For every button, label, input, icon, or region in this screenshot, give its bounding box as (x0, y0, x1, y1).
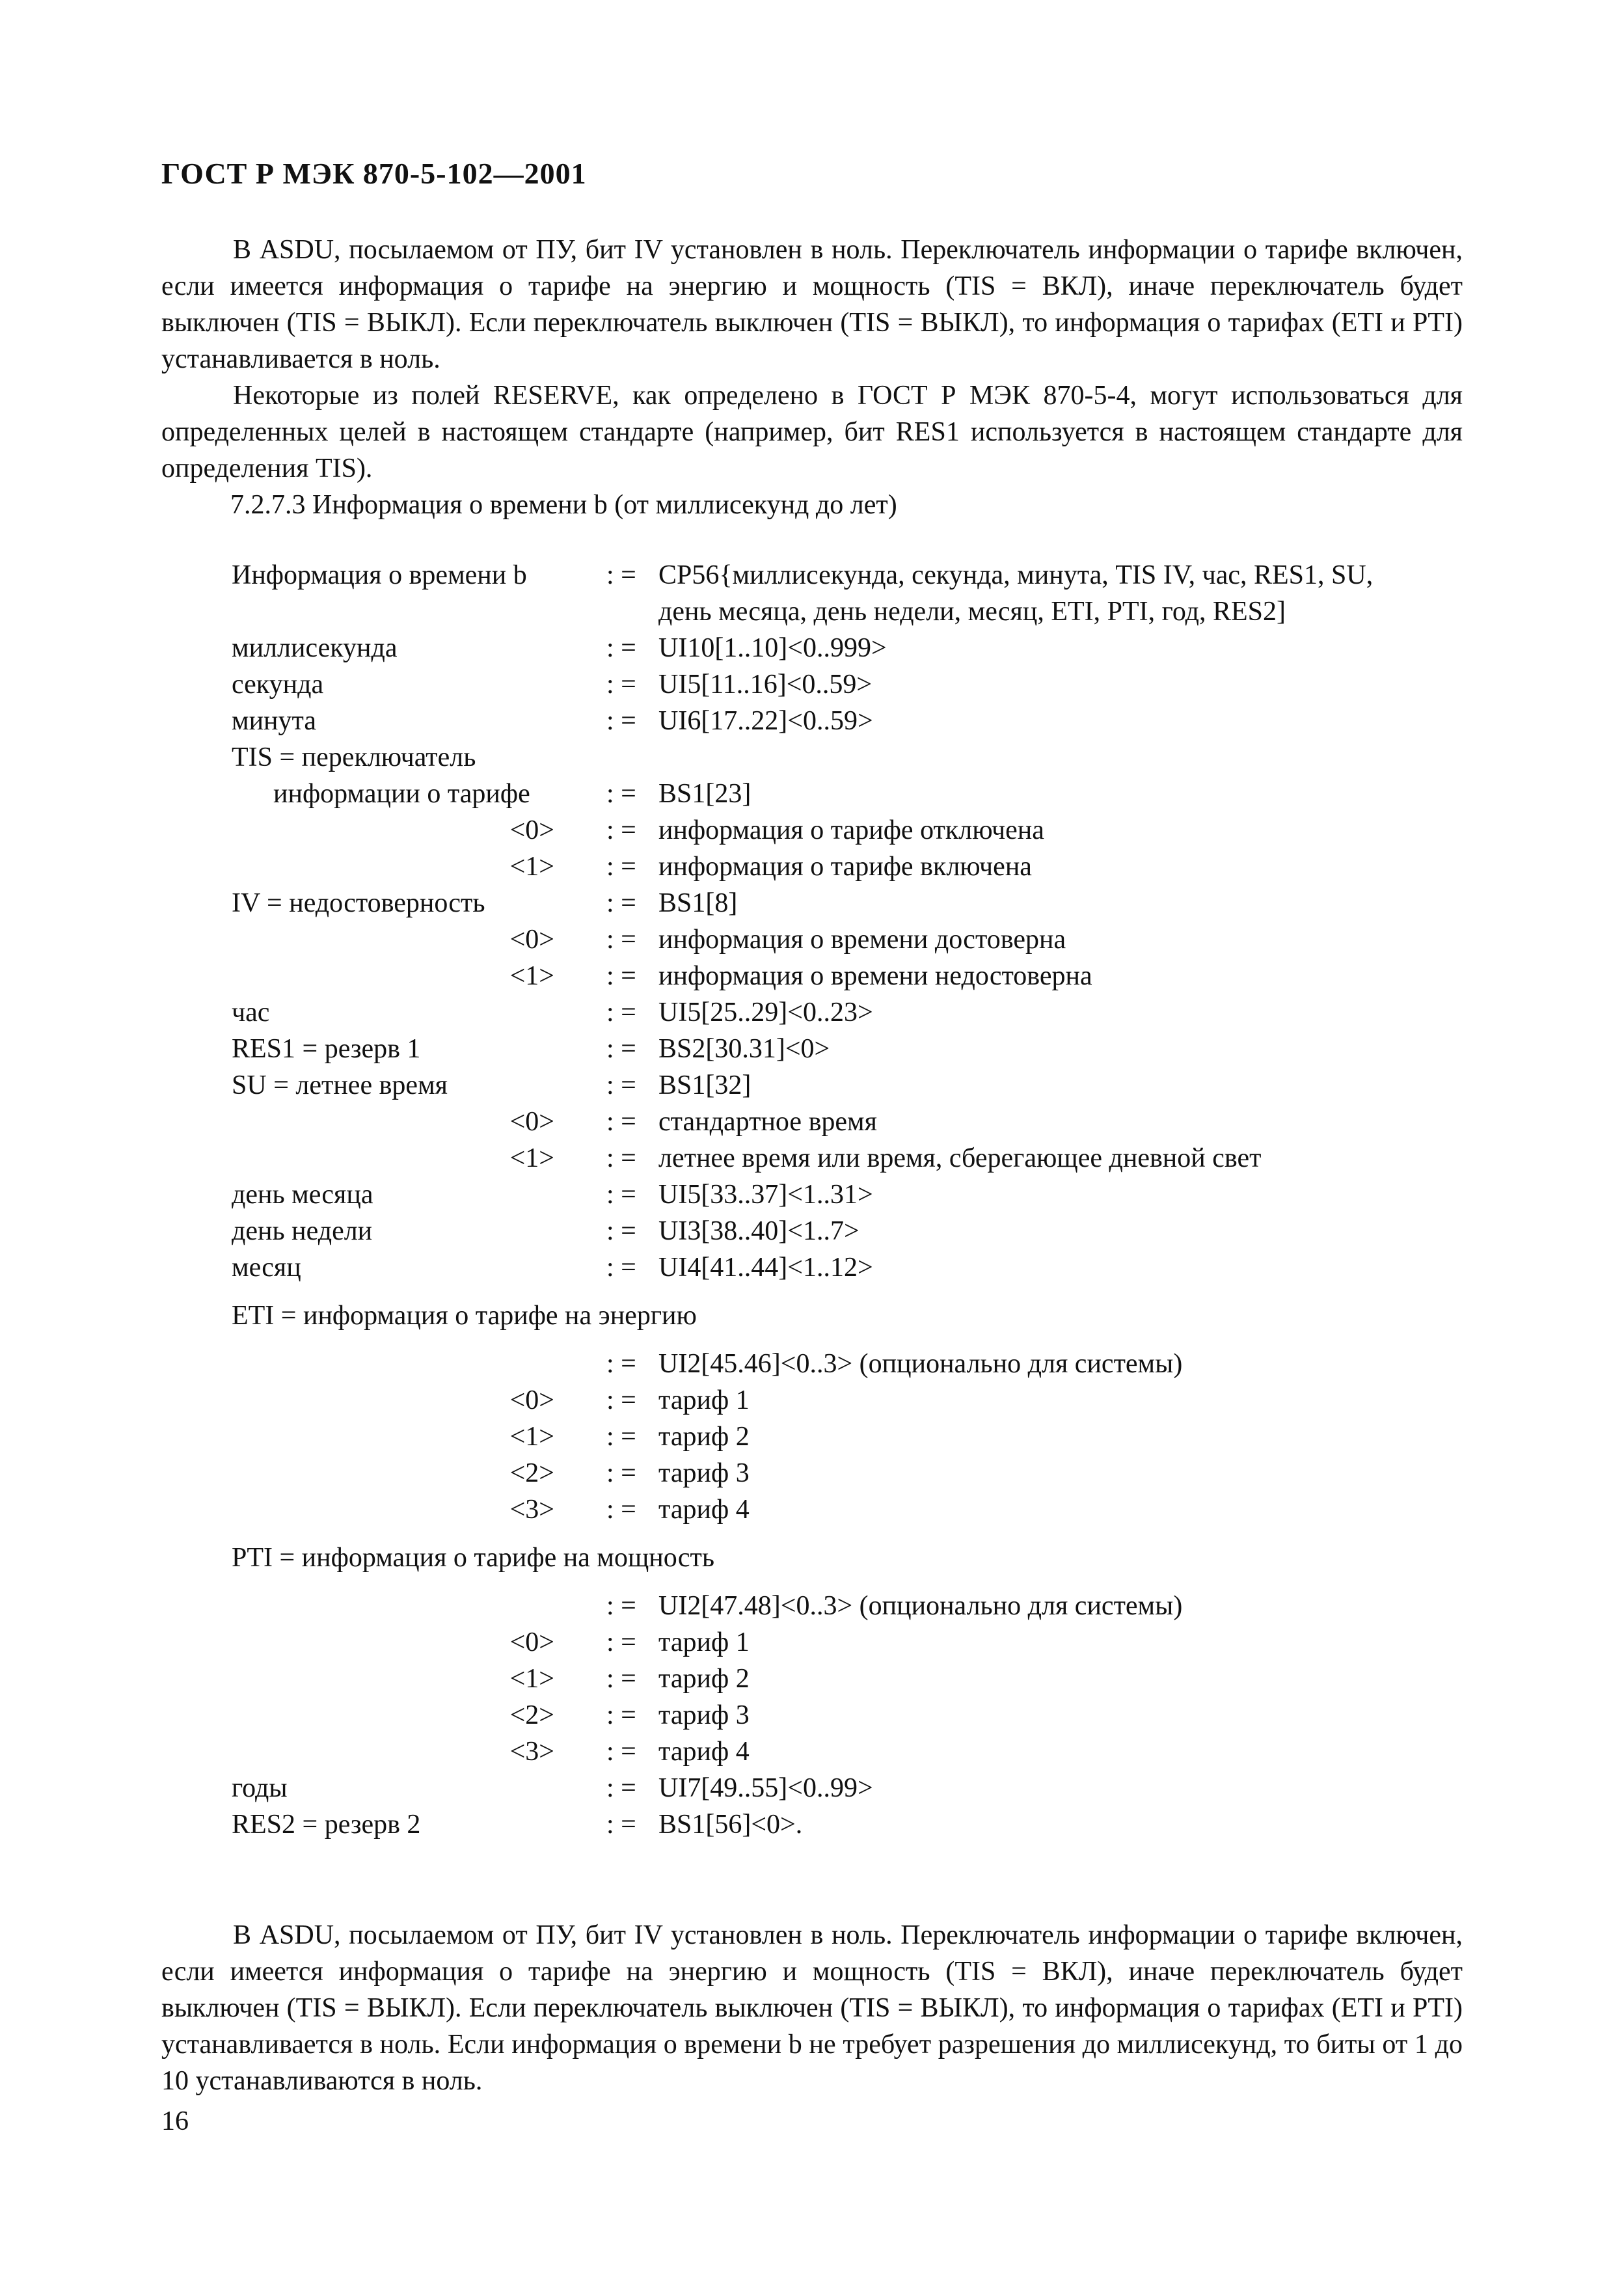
def-operator: : = (606, 1216, 636, 1246)
def-code: <0> (509, 815, 554, 845)
def-operator: : = (606, 1253, 636, 1283)
def-value: UI6[17..22]<0..59> (658, 706, 873, 736)
def-operator: : = (606, 961, 636, 991)
def-code: <0> (509, 1385, 554, 1415)
def-operator: : = (606, 1773, 636, 1803)
def-code: <0> (509, 1107, 554, 1137)
def-operator: : = (606, 1591, 636, 1621)
def-value: UI4[41..44]<1..12> (658, 1253, 873, 1283)
def-value: тариф 1 (658, 1385, 750, 1415)
def-operator: : = (606, 852, 636, 882)
def-value: UI5[33..37]<1..31> (658, 1180, 873, 1210)
def-operator: : = (606, 1737, 636, 1767)
def-label: IV = недостоверность (232, 888, 485, 918)
def-code: <1> (509, 1422, 554, 1452)
def-value: информация о тарифе отключена (658, 815, 1044, 845)
def-label: информации о тарифе (273, 779, 530, 809)
def-value: стандартное время (658, 1107, 877, 1137)
def-value: BS1[32] (658, 1070, 751, 1100)
def-value: тариф 3 (658, 1700, 750, 1730)
def-value: информация о времени недостоверна (658, 961, 1092, 991)
def-value: тариф 4 (658, 1737, 750, 1767)
def-value-continued: день месяца, день недели, месяц, ETI, PTI, год, RES2] (658, 597, 1286, 627)
def-value: BS1[56]<0>. (658, 1810, 803, 1840)
paragraph-reserve-fields: Некоторые из полей RESERVE, как определено в ГОСТ Р МЭК 870-5-4, могут использоваться для определенных целей в настоящем стандарте (например, бит RES1 используется в настоящем стандарте для определения TIS). (161, 381, 1463, 483)
def-code: <3> (509, 1737, 554, 1767)
def-operator: : = (606, 670, 636, 700)
def-code: <3> (509, 1495, 554, 1525)
def-operator: : = (606, 1349, 636, 1379)
def-operator: : = (606, 1810, 636, 1840)
def-value: UI10[1..10]<0..999> (658, 633, 887, 663)
def-value: информация о времени достоверна (658, 925, 1066, 955)
def-value: UI5[11..16]<0..59> (658, 670, 873, 700)
def-operator: : = (606, 1700, 636, 1730)
def-operator: : = (606, 1070, 636, 1100)
def-operator: : = (606, 1107, 636, 1137)
def-operator: : = (606, 815, 636, 845)
def-value: BS1[23] (658, 779, 751, 809)
def-operator: : = (606, 1422, 636, 1452)
def-label: миллисекунда (232, 633, 398, 663)
def-operator: : = (606, 1495, 636, 1525)
def-label: час (232, 998, 270, 1027)
subsection-heading: 7.2.7.3 Информация о времени b (от миллисекунд до лет) (230, 490, 897, 520)
def-value: тариф 4 (658, 1495, 750, 1525)
def-operator: : = (606, 779, 636, 809)
pti-title: PTI = информация о тарифе на мощность (232, 1543, 714, 1573)
def-label: месяц (232, 1253, 301, 1283)
def-value: BS1[8] (658, 888, 738, 918)
def-value: UI7[49..55]<0..99> (658, 1773, 873, 1803)
def-value: UI5[25..29]<0..23> (658, 998, 873, 1027)
def-code: <1> (509, 961, 554, 991)
def-code: <2> (509, 1458, 554, 1488)
def-operator: : = (606, 560, 636, 590)
def-operator: : = (606, 633, 636, 663)
def-code: <1> (509, 852, 554, 882)
def-code: <0> (509, 925, 554, 955)
page-number: 16 (161, 2106, 189, 2136)
def-operator: : = (606, 706, 636, 736)
def-value: BS2[30.31]<0> (658, 1034, 830, 1064)
def-label: Информация о времени b (232, 560, 527, 590)
paragraph-tis-info: В ASDU, посылаемом от ПУ, бит IV установлен в ноль. Переключатель информации о тарифе включен, если имеется информация о тарифе на энергию и мощность (TIS = ВКЛ), иначе переключатель будет выключен (TIS = ВЫКЛ). Если переключатель выключен (TIS = ВЫКЛ), то информация о тарифах (ETI и PTI) устанавливается в ноль. (161, 235, 1463, 374)
def-operator: : = (606, 1180, 636, 1210)
def-code: <0> (509, 1627, 554, 1657)
def-value: UI2[45.46]<0..3> (опционально для системы) (658, 1349, 1183, 1379)
def-label: RES2 = резерв 2 (232, 1810, 421, 1840)
def-code: <1> (509, 1143, 554, 1173)
def-code: <2> (509, 1700, 554, 1730)
def-code: <1> (509, 1664, 554, 1694)
paragraph-asdu-closing: В ASDU, посылаемом от ПУ, бит IV установлен в ноль. Переключатель информации о тарифе включен, если имеется информация о тарифе на энергию и мощность (TIS = ВКЛ), иначе переключатель будет выключен (TIS = ВЫКЛ). Если переключатель выключен (TIS = ВЫКЛ), то информация о тарифах (ETI и PTI) устанавливается в ноль. Если информация о времени b не требует разрешения до миллисекунд, то биты от 1 до 10 устанавливаются в ноль. (161, 1920, 1463, 2096)
def-label: годы (232, 1773, 288, 1803)
def-value: CP56{миллисекунда, секунда, минута, TIS IV, час, RES1, SU, (658, 560, 1374, 590)
def-operator: : = (606, 1034, 636, 1064)
def-value: тариф 2 (658, 1664, 750, 1694)
def-operator: : = (606, 998, 636, 1027)
def-value: тариф 1 (658, 1627, 750, 1657)
def-operator: : = (606, 925, 636, 955)
def-label: TIS = переключатель (232, 742, 476, 772)
def-label: день недели (232, 1216, 373, 1246)
def-operator: : = (606, 888, 636, 918)
eti-title: ETI = информация о тарифе на энергию (232, 1301, 697, 1331)
def-operator: : = (606, 1385, 636, 1415)
def-value: UI3[38..40]<1..7> (658, 1216, 859, 1246)
def-operator: : = (606, 1664, 636, 1694)
def-value: тариф 3 (658, 1458, 750, 1488)
def-label: минута (232, 706, 317, 736)
def-label: SU = летнее время (232, 1070, 448, 1100)
def-label: день месяца (232, 1180, 373, 1210)
def-value: летнее время или время, сберегающее дневной свет (658, 1143, 1262, 1173)
def-label: RES1 = резерв 1 (232, 1034, 421, 1064)
def-value: UI2[47.48]<0..3> (опционально для системы) (658, 1591, 1183, 1621)
def-label: секунда (232, 670, 324, 700)
def-value: тариф 2 (658, 1422, 750, 1452)
def-operator: : = (606, 1143, 636, 1173)
def-operator: : = (606, 1627, 636, 1657)
def-value: информация о тарифе включена (658, 852, 1032, 882)
def-operator: : = (606, 1458, 636, 1488)
page-header-title: ГОСТ Р МЭК 870-5-102—2001 (161, 157, 587, 190)
